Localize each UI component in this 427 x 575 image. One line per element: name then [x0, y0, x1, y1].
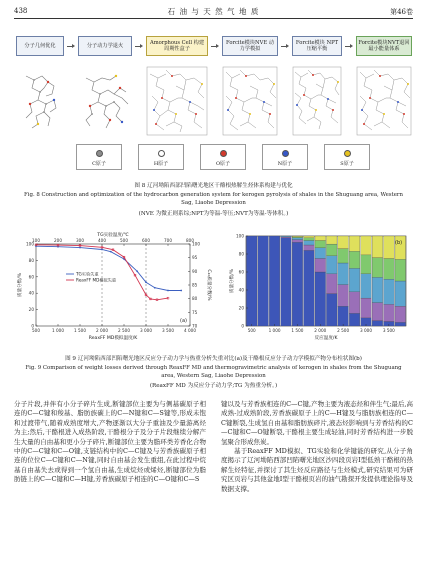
paragraph: 键以及与芳香族相连的C—C键,产物主要为液态烃和伴生气;最后,高成熟-过成熟阶段,芳香族碳原子上的C—H键及与脂肪族相连的C—C键断裂,生成氢自由基和脂肪族碎片,液态烃影响到与芳香结构的C—C键和C—O键断裂,干酪根主要生成轻油,同时芳香结构进一步脱氢聚合形成焦炭。 [221, 400, 413, 446]
y2-axis-title: C₁₀质量分数/% [206, 269, 211, 301]
legend-item-hydrogen: H原子 [138, 144, 184, 170]
stacked-bar-segment [338, 285, 349, 307]
data-point [180, 290, 182, 292]
stacked-bar-segment [315, 241, 326, 248]
molecular-models [14, 66, 413, 136]
stacked-bar-segment [315, 272, 326, 326]
x-tick-label: 500 [32, 328, 40, 333]
x-tick-label: 1 500 [74, 328, 86, 333]
stacked-bar-segment [372, 277, 383, 302]
x-tick-label: 2 000 [96, 328, 108, 333]
stacked-bar-segment [395, 322, 406, 326]
stacked-bar-segment [349, 236, 360, 251]
flow-arrow [211, 44, 219, 48]
y-tick-label: 0 [31, 323, 34, 329]
paragraph: 基于ReaxFF MD模拟、TG实验和化学键能的研究,从分子角度揭示了辽河坳陷西部凹陷曙光地区沙四段页岩Ⅰ型低熟干酪根的热解生烃特征,并探讨了其生烃反应路径与生烃模式,研究结果可为研究区页岩与其他盆地Ⅰ型干酪根页岩的油气勘探开发提供理论指导及数据支撑。 [221, 447, 413, 493]
y-tick-label: 100 [236, 233, 244, 239]
flow-step-2: 分子动力学退火 [78, 36, 132, 56]
data-point [101, 249, 103, 251]
stacked-bar-segment [292, 238, 303, 240]
stacked-bar-segment [372, 258, 383, 278]
stacked-bar-segment [361, 236, 372, 255]
flow-arrow [281, 44, 289, 48]
flow-arrow [345, 44, 353, 48]
legend-item-nitrogen: N原子 [262, 144, 308, 170]
chart-a-weight-loss [14, 230, 214, 350]
series-line-1 [36, 246, 181, 290]
stacked-bar-segment [361, 255, 372, 274]
legend-item-sulfur: S原子 [324, 144, 370, 170]
y-tick-label: 80 [28, 257, 34, 263]
panel-label: (b) [395, 240, 403, 246]
data-point [136, 270, 138, 272]
y-tick-label: 0 [241, 323, 244, 329]
stacked-bar-segment [281, 237, 292, 238]
figure-8 [14, 22, 413, 192]
stacked-bar-segment [338, 249, 349, 263]
x-tick-label: 1 000 [52, 328, 64, 333]
flow-step-6: Forcite模块NVT退回 最小能量体系 [356, 36, 412, 56]
x-top-axis-title: TG实验温度/℃ [97, 233, 129, 238]
x-tick-label: 2 500 [118, 328, 130, 333]
stacked-bar-segment [315, 259, 326, 273]
stacked-bar-segment [372, 321, 383, 326]
plot-frame [36, 244, 190, 326]
x-top-tick-label: 100 [32, 238, 40, 243]
stacked-bar-segment [338, 263, 349, 285]
stacked-bar-segment [304, 245, 315, 250]
y-tick-label: 40 [28, 290, 34, 296]
x-tick-label: 1 500 [291, 328, 304, 333]
x-tick-label: 4 000 [184, 328, 196, 333]
figure-8-caption-cn: 图 8 辽河坳陷西部凹陷曙光地区干酪根热解生烃体系构建与优化 [134, 183, 293, 189]
chart-b-product-distribution [228, 230, 413, 350]
stacked-bar-segment [384, 259, 395, 280]
npt-cell-image [292, 66, 342, 136]
stacked-bar-segment [384, 236, 395, 259]
x-tick-label: 500 [247, 328, 256, 333]
data-point [154, 287, 156, 289]
flow-arrow [135, 44, 143, 48]
stacked-bar-segment [326, 244, 337, 256]
workflow-diagram [14, 36, 413, 56]
figure-8-caption-en: Fig. 8 Construction and optimization of the hydrocarbon generation system for kerogen pyrolysis of shales in the Shuguang area, Western [24, 192, 403, 198]
panel-label: (a) [180, 318, 187, 324]
y-axis-title: 质量分数/% [18, 272, 23, 298]
stacked-bar-segment [395, 259, 406, 281]
stacked-bar-segment [349, 292, 360, 314]
x-tick-label: 2 000 [314, 328, 327, 333]
x-top-tick-label: 400 [98, 238, 106, 243]
y-tick-label: 60 [238, 269, 244, 275]
stacked-bar-segment [326, 274, 337, 294]
stacked-bar-segment [258, 236, 269, 326]
stacked-bar-segment [372, 303, 383, 321]
x-tick-label: 3 500 [382, 328, 395, 333]
flow-step-4: Forcite模块NVE 动力学模拟 [222, 36, 278, 56]
stacked-bar-segment [326, 236, 337, 244]
stacked-bar-segment [292, 237, 303, 238]
data-point [167, 290, 169, 292]
stacked-bar-segment [326, 294, 337, 326]
x-axis-title: ReaxFF MD模拟温度/K [88, 336, 138, 341]
stacked-bar-segment [338, 306, 349, 326]
stacked-bar-segment [349, 268, 360, 291]
y-tick-label: 40 [238, 287, 244, 293]
x-top-tick-label: 300 [76, 238, 84, 243]
stacked-bar-segment [281, 238, 292, 326]
stacked-bar-segment [269, 236, 280, 326]
flow-step-1: 分子几何优化 [16, 36, 64, 56]
y-axis-title: 质量分数/% [230, 268, 235, 294]
stacked-bar-segment [349, 313, 360, 326]
paragraph: 分子片段,并伴有小分子碎片生成,断键部位主要为与侧基碳原子相连的C—C键和羧基、脂肪族碳上的C—N键和C—S键等,形成未饱和过渡带气,随着成熟度增大,产物逐渐以大分子重油及少量游离烃为主;然后,干酪根进入成热阶段,干酪根分子及分子片段继续分解产生大量的自由基和更小分子碎片,断键部位主要为脂环类芳香化合物中的C—C键和C—O键,支链结构中的C—C键及与芳香族碳原子相连的位位C—C键和C—N键,同时自由基会发生重组,在此过程中烷基自由基失去或得到一个氢自由基,生成烷烃或烯烃,断键部位为脂肪链上的C—C键和C—H键,芳香族碳原子相连的C—O键和C—S [14, 400, 206, 484]
nve-cell-image [222, 66, 278, 136]
legend-item-oxygen: O原子 [200, 144, 246, 170]
stacked-bar-segment [338, 236, 349, 249]
page-number: 438 [14, 7, 28, 15]
running-header [14, 6, 413, 19]
flow-step-3: Amorphous Cell 构建周期性盒子 [146, 36, 208, 56]
stacked-bar-segment [292, 242, 303, 326]
figure-9 [14, 230, 413, 350]
x-tick-label: 3 000 [360, 328, 372, 333]
y2-tick-label: 70 [192, 323, 198, 329]
oxygen-atom-icon [220, 150, 227, 157]
stacked-bar-segment [304, 238, 315, 241]
figure-9-note: (ReaxFF MD 为反应分子动力学;TG 为热重分析。) [149, 383, 278, 389]
annealed-molecule-image [76, 66, 136, 136]
x-tick-label: 3 500 [162, 328, 174, 333]
stacked-bar-segment [315, 248, 326, 259]
hydrogen-atom-icon [158, 150, 165, 157]
legend-label: TG实验失重 [76, 271, 99, 277]
x-axis-title: 反应温度/K [314, 336, 338, 341]
amorphous-cell-image [146, 66, 208, 136]
legend-item-carbon: C原子 [76, 144, 122, 170]
legend-label: ReaxFF MD模拟失重 [76, 277, 117, 283]
x-top-tick-label: 200 [54, 238, 62, 243]
figure-9-caption-en-2: area, Western Sag, Liaohe Depression [161, 373, 266, 379]
y2-tick-label: 75 [192, 309, 198, 315]
y2-tick-label: 100 [192, 241, 200, 247]
stacked-bar-segment [304, 241, 315, 246]
y-tick-label: 60 [28, 274, 34, 280]
stacked-bar-segment [372, 236, 383, 258]
y2-tick-label: 80 [192, 296, 198, 302]
figure-8-note: (NVE 为微正则系综;NPT为等温-等压;NVT为等温-等体积。) [138, 211, 289, 217]
sulfur-atom-icon [344, 150, 351, 157]
stacked-bar-segment [292, 236, 303, 237]
data-point [110, 251, 112, 253]
figure-9-caption-en: Fig. 9 Comparison of weight losses derived through ReaxFF MD and thermogravimetric analysis of kerogen in shales from the Shuguang [25, 365, 402, 371]
y2-tick-label: 95 [192, 255, 198, 261]
figure-9-caption-cn: 图 9 辽河坳陷西部凹陷曙光地区反应分子动力学与热重分析失重对比(a)及干酪根反应分子动力学模拟产物分布柱状图(b) [65, 356, 362, 362]
nvt-cell-image [356, 66, 412, 136]
y-tick-label: 80 [238, 251, 244, 257]
flow-step-5: Forcite模块 NPT压缩平衡 [292, 36, 342, 56]
data-point [145, 281, 147, 283]
x-tick-label: 2 500 [337, 328, 350, 333]
stacked-bar-segment [246, 236, 257, 326]
carbon-atom-icon [96, 150, 103, 157]
text-column-left [14, 400, 206, 485]
stacked-bar-segment [361, 298, 372, 318]
x-top-tick-label: 800 [186, 238, 194, 243]
stacked-bar-segment [395, 281, 406, 306]
x-top-tick-label: 700 [164, 238, 172, 243]
stacked-bar-segment [326, 256, 337, 274]
data-point [79, 247, 81, 249]
y-tick-label: 20 [28, 307, 34, 313]
stacked-bar-segment [349, 251, 360, 268]
journal-title: 石 油 与 天 然 气 地 质 [167, 7, 260, 16]
x-top-tick-label: 600 [142, 238, 150, 243]
nitrogen-atom-icon [282, 150, 289, 157]
stacked-bar-segment [304, 236, 315, 238]
stacked-bar-segment [304, 250, 315, 326]
stacked-bar-segment [315, 236, 326, 241]
kerogen-molecule-image [18, 66, 62, 136]
y2-tick-label: 90 [192, 268, 198, 274]
volume-label: 第46卷 [390, 8, 413, 16]
stacked-bar-segment [384, 304, 395, 321]
atom-legend [76, 144, 366, 168]
figure-8-caption-en-2: Sag, Liaohe Depression [181, 200, 246, 206]
body-text [14, 400, 413, 570]
flow-arrow [67, 44, 75, 48]
x-tick-label: 3 000 [140, 328, 152, 333]
stacked-bar-segment [292, 240, 303, 243]
stacked-bar-segment [384, 279, 395, 304]
stacked-bar-segment [361, 274, 372, 298]
text-column-right [221, 400, 413, 494]
stacked-bar-segment [281, 236, 292, 237]
y-tick-label: 100 [26, 241, 34, 247]
stacked-bar-segment [395, 306, 406, 322]
x-tick-label: 1 000 [268, 328, 281, 333]
y2-tick-label: 85 [192, 282, 198, 288]
x-top-tick-label: 500 [120, 238, 128, 243]
y-tick-label: 20 [238, 305, 244, 311]
